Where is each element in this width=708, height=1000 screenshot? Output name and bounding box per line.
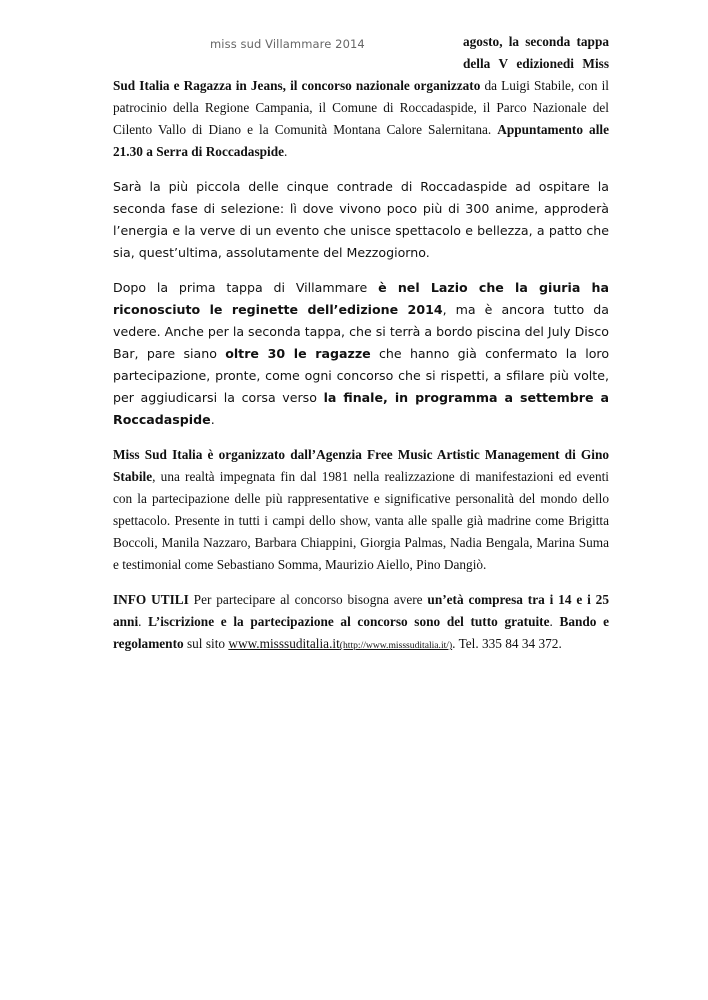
intro-line-2: della V edizionedi Miss	[463, 56, 609, 71]
website-link-full[interactable]: (http://www.misssuditalia.it/)	[339, 640, 453, 651]
p3-bold-1: è nel Lazio che la giuria ha riconosciuto le reginette dell’edizione 2014	[113, 280, 609, 317]
paragraph-2: Sarà la più piccola delle cinque contrade di Roccadaspide ad ospitare la seconda fase di selezione: lì dove vivono poco più di 300 anime, approderà l’energia e la verve di un evento che unisce spettacolo e bellezza, a patto che sia, quest’ultima, assolutamente del Mezzogiorno.	[113, 179, 609, 260]
p3-text-4: .	[210, 412, 215, 427]
p5-age-range: un’età compresa tra i 14 e i 25 anni	[113, 592, 609, 629]
p5-text-4: sul sito	[183, 636, 229, 651]
paragraph-5	[113, 589, 609, 657]
paragraph-4	[113, 444, 609, 576]
p4-text-1: , una realtà impegnata fin dal 1981 nella realizzazione di manifestazioni ed eventi con la partecipazione delle più rappresentative e significative personalità del mondo dello spettacolo. Presente in tutti i campi dello show, vanta alle spalle già madrine come Brigitta Boccoli, Manila Nazzaro, Barbara Chiappini, Giorgia Palmas, Nadia Bengala, Marina Suma e testimonial come Sebastiano Somma, Maurizio Aiello, Pino Dangiò.	[113, 469, 609, 572]
p5-text-3: .	[549, 614, 560, 629]
intro-end: .	[284, 144, 288, 159]
p5-text-2: .	[138, 614, 149, 629]
paragraph-3	[113, 277, 609, 431]
p5-free-entry: L’iscrizione e la partecipazione al concorso sono del tutto gratuite	[148, 614, 550, 629]
p5-text-5: . Tel. 335 84 34 372.	[452, 636, 562, 651]
p5-info-label: INFO UTILI	[113, 592, 189, 607]
intro-right-column	[463, 31, 609, 75]
intro-paragraph	[113, 75, 609, 163]
intro-text: da Luigi Stabile, con il patrocinio della Regione Campania, il Comune di Roccadaspide, il Parco Nazionale del Cilento Vallo di Diano e la Comunità Montana Calore Salernitana.	[113, 78, 609, 137]
p3-text-2: , ma è ancora tutto da vedere. Anche per la seconda tappa, che si terrà a bordo piscina del July Disco Bar, pare siano	[113, 302, 609, 361]
intro-line-1: agosto, la seconda tappa	[463, 34, 609, 49]
p3-text-3: che hanno già confermato la loro partecipazione, pronte, come ogni concorso che si rispetti, a sfilare più volte, per aggiudicarsi la corsa verso	[113, 346, 610, 405]
p5-rules: Bando e regolamento	[113, 614, 609, 651]
page-header: miss sud Villammare 2014	[210, 37, 365, 51]
p5-text-1: Per partecipare al concorso bisogna avere	[188, 592, 428, 607]
p3-bold-3: la finale, in programma a settembre a Roccadaspide	[113, 390, 609, 427]
article-body	[113, 75, 609, 670]
intro-appointment: Appuntamento alle 21.30 a Serra di Roccadaspide	[113, 122, 609, 159]
p4-bold-1: Miss Sud Italia è organizzato dall’Agenzia Free Music Artistic Management di Gino Stabile	[113, 447, 609, 484]
website-link[interactable]: www.misssuditalia.it	[228, 636, 340, 651]
p3-bold-2: oltre 30 le ragazze	[225, 346, 371, 361]
intro-bold-start: Sud Italia e Ragazza in Jeans, il concorso nazionale organizzato	[113, 78, 481, 93]
p3-text-1: Dopo la prima tappa di Villammare	[113, 280, 379, 295]
